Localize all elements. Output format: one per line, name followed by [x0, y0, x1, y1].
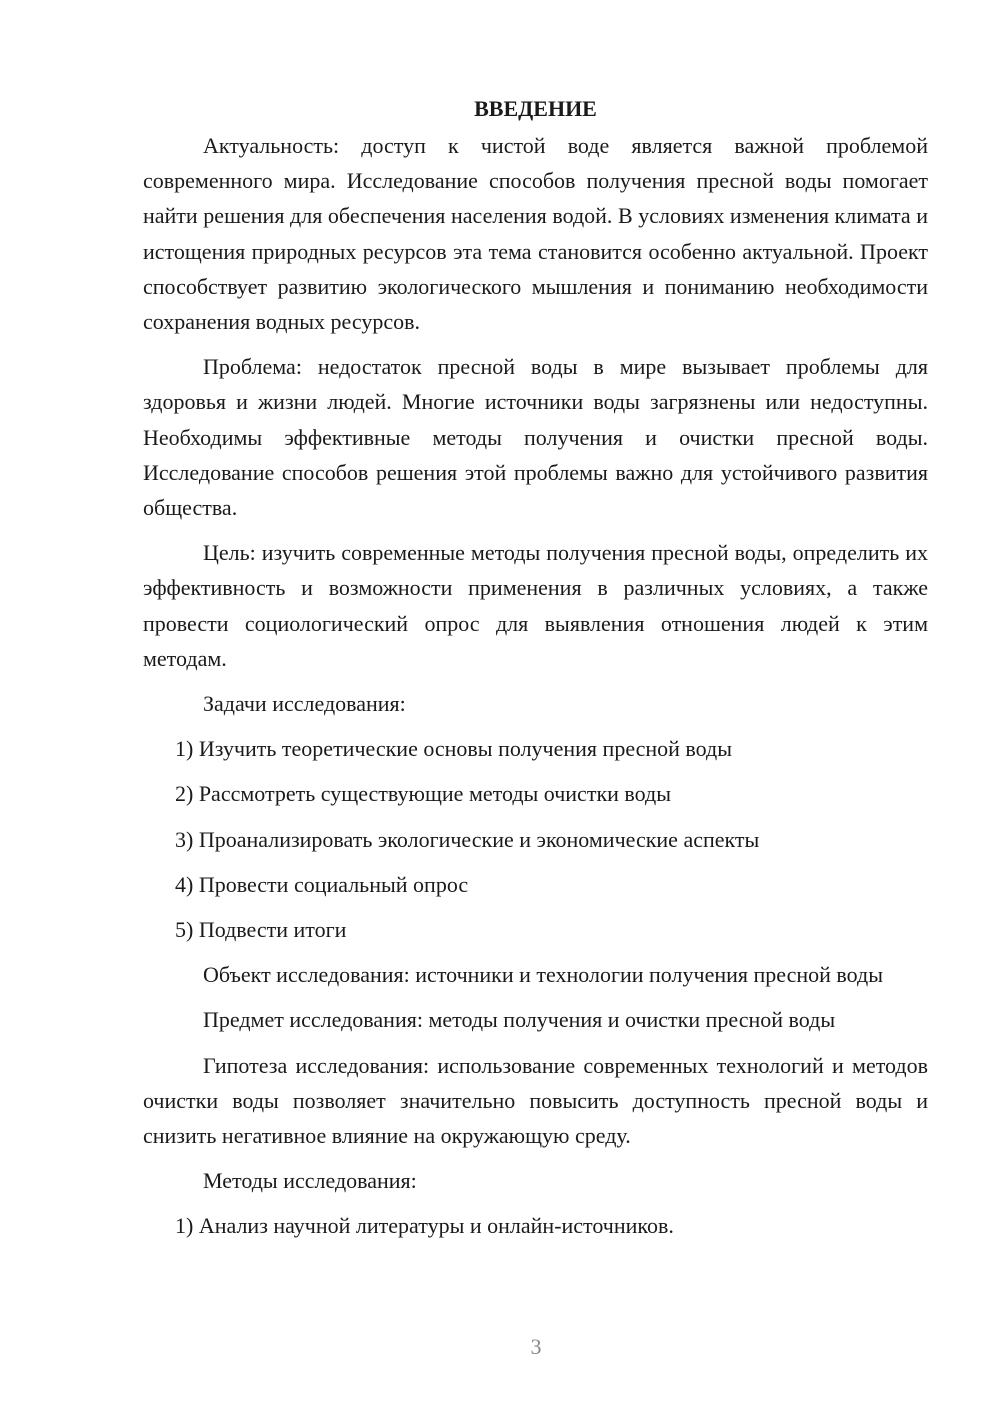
page-title: ВВЕДЕНИЕ — [474, 96, 597, 121]
document-page — [143, 92, 928, 1254]
relevance-paragraph: Актуальность: доступ к чистой воде является важной проблемой современного мира. Исследование способов получения пресной воды помогает найти решения для обеспечения населения водой. В условиях изменения климата и истощения природных ресурсов эта тема становится особенно актуальной. Проект способствует развитию экологического мышления и пониманию необходимости сохранения водных ресурсов. — [143, 133, 928, 335]
tasks-heading: Задачи исследования: — [203, 691, 406, 717]
page-number: 3 — [530, 1334, 542, 1359]
task-item: 4) Провести социальный опрос — [175, 871, 469, 897]
methods-heading: Методы исследования: — [203, 1168, 417, 1194]
goal-paragraph: Цель: изучить современные методы получения пресной воды, определить их эффективность и возможности применения в различных условиях, а также провести социологический опрос для выявления отношения людей к этим методам. — [143, 540, 928, 671]
task-item: 5) Подвести итоги — [175, 917, 347, 943]
object-paragraph: Объект исследования: источники и технологии получения пресной воды — [203, 962, 883, 988]
method-item: 1) Анализ научной литературы и онлайн-источников. — [175, 1213, 674, 1239]
task-item: 2) Рассмотреть существующие методы очистки воды — [175, 781, 671, 807]
task-item: 3) Проанализировать экологические и экономические аспекты — [175, 826, 760, 852]
subject-paragraph: Предмет исследования: методы получения и очистки пресной воды — [203, 1007, 836, 1033]
problem-paragraph: Проблема: недостаток пресной воды в мире вызывает проблемы для здоровья и жизни людей. Многие источники воды загрязнены или недоступны. Необходимы эффективные методы получения и очистки пресной воды. Исследование способов решения этой проблемы важно для устойчивого развития общества. — [143, 354, 928, 521]
task-item: 1) Изучить теоретические основы получения пресной воды — [175, 736, 733, 762]
hypothesis-paragraph: Гипотеза исследования: использование современных технологий и методов очистки воды позволяет значительно повысить доступность пресной воды и снизить негативное влияние на окружающую среду. — [143, 1052, 928, 1149]
